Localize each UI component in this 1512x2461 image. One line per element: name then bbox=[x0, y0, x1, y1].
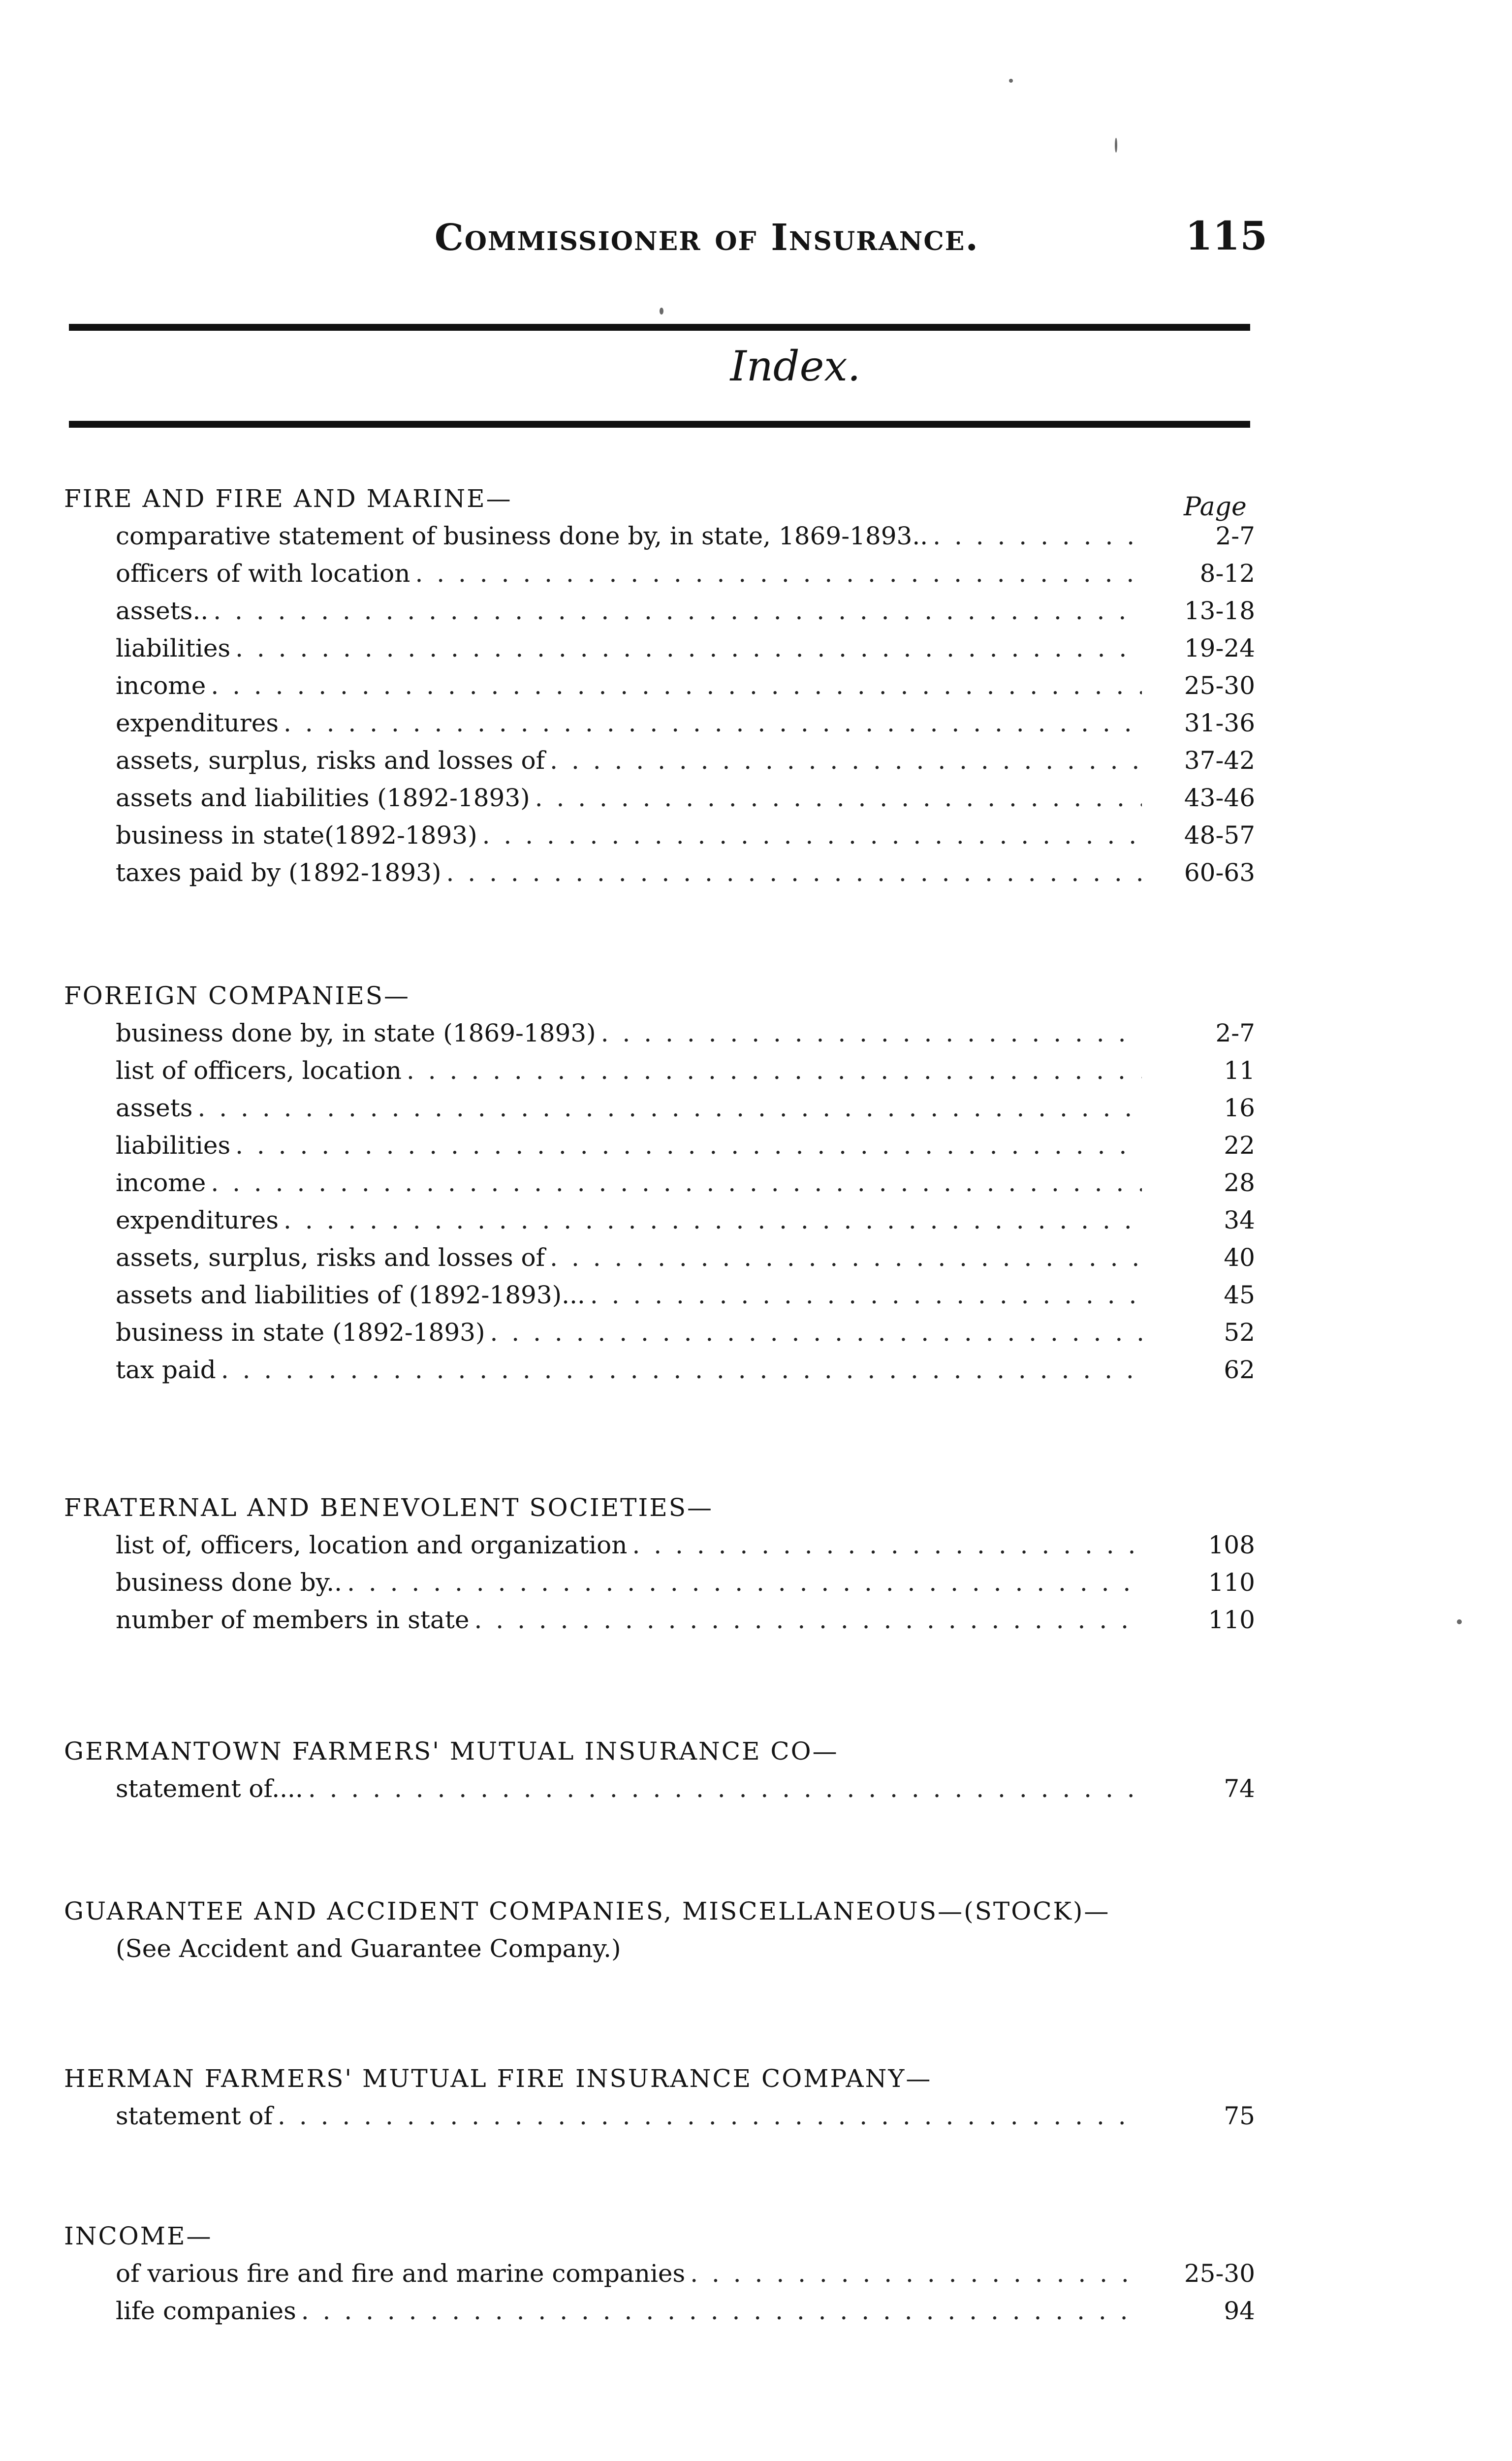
entry-pages: 52 bbox=[1224, 1318, 1255, 1347]
section-heading: FIRE AND FIRE AND MARINE— bbox=[64, 484, 512, 513]
index-entry bbox=[64, 2292, 1255, 2330]
entry-pages: 40 bbox=[1224, 1243, 1255, 1272]
dot-leader bbox=[933, 517, 1142, 555]
index-entry bbox=[64, 2097, 1255, 2135]
entry-label: taxes paid by (1892-1893) bbox=[116, 858, 441, 887]
entry-pages: 11 bbox=[1224, 1056, 1255, 1085]
entry-label: statement of.... bbox=[116, 1774, 303, 1803]
index-entry bbox=[64, 630, 1255, 667]
entry-pages: 13-18 bbox=[1184, 597, 1255, 625]
index-entry bbox=[64, 817, 1255, 854]
index-entry bbox=[64, 1201, 1255, 1239]
index-section-income bbox=[64, 2217, 1255, 2330]
page-number: 115 bbox=[1185, 213, 1267, 259]
dot-leader bbox=[590, 1276, 1142, 1314]
entry-label: number of members in state bbox=[116, 1606, 470, 1634]
index-entry bbox=[64, 1014, 1255, 1052]
entry-pages: 19-24 bbox=[1184, 634, 1255, 663]
index-entry bbox=[64, 1351, 1255, 1388]
dot-leader bbox=[221, 1351, 1142, 1388]
entry-label: expenditures bbox=[116, 1206, 279, 1234]
dot-leader bbox=[308, 1770, 1142, 1807]
running-title: Commissioner of Insurance. bbox=[434, 217, 979, 259]
index-entry bbox=[64, 555, 1255, 592]
index-entry bbox=[64, 854, 1255, 891]
index-entry bbox=[64, 1089, 1255, 1127]
entry-label: income bbox=[116, 671, 206, 700]
dot-leader bbox=[535, 779, 1142, 817]
dot-leader bbox=[550, 742, 1142, 779]
entry-label: business in state(1892-1893) bbox=[116, 821, 477, 850]
dot-leader bbox=[601, 1014, 1142, 1052]
entry-label: list of officers, location bbox=[116, 1056, 402, 1085]
dot-leader bbox=[211, 1164, 1142, 1201]
entry-label: liabilities bbox=[116, 634, 231, 663]
index-entry bbox=[64, 667, 1255, 704]
index-entry bbox=[64, 1526, 1255, 1564]
dot-leader bbox=[446, 854, 1142, 891]
index-entry bbox=[64, 742, 1255, 779]
entry-label: assets and liabilities (1892-1893) bbox=[116, 784, 530, 812]
entry-pages: 75 bbox=[1224, 2102, 1255, 2130]
index-entry bbox=[64, 1564, 1255, 1601]
top-rule bbox=[69, 324, 1250, 331]
index-entry bbox=[64, 779, 1255, 817]
entry-label: comparative statement of business done by, in state, 1869-1893.. bbox=[116, 522, 928, 550]
entry-pages: 8-12 bbox=[1199, 559, 1255, 588]
entry-label: officers of with location bbox=[116, 559, 410, 588]
dot-leader bbox=[284, 704, 1142, 742]
entry-pages: 60-63 bbox=[1184, 858, 1255, 887]
dot-leader bbox=[490, 1314, 1142, 1351]
dot-leader bbox=[278, 2097, 1142, 2135]
entry-label: life companies bbox=[116, 2297, 296, 2325]
index-entry bbox=[64, 1601, 1255, 1639]
dot-leader bbox=[474, 1601, 1142, 1639]
index-section-fraternal-benevolent bbox=[64, 1489, 1255, 1639]
index-section-guarantee-accident bbox=[64, 1893, 1255, 1967]
page-column-label: Page bbox=[1184, 492, 1247, 522]
dot-leader bbox=[301, 2292, 1142, 2330]
index-entry bbox=[64, 1276, 1255, 1314]
entry-pages: 25-30 bbox=[1184, 2259, 1255, 2288]
entry-pages: 110 bbox=[1208, 1606, 1255, 1634]
entry-pages: 108 bbox=[1208, 1531, 1255, 1559]
index-entry bbox=[64, 704, 1255, 742]
entry-pages: 37-42 bbox=[1184, 746, 1255, 775]
section-heading: INCOME— bbox=[64, 2222, 213, 2250]
entry-pages: 28 bbox=[1224, 1168, 1255, 1197]
section-heading: FRATERNAL AND BENEVOLENT SOCIETIES— bbox=[64, 1493, 714, 1522]
index-title: Index. bbox=[730, 342, 861, 390]
entry-label: income bbox=[116, 1168, 206, 1197]
dot-leader bbox=[284, 1201, 1142, 1239]
index-entry bbox=[64, 1164, 1255, 1201]
running-head bbox=[0, 217, 1512, 259]
entry-label: of various fire and fire and marine companies bbox=[116, 2259, 686, 2288]
entry-pages: 2-7 bbox=[1215, 522, 1255, 550]
entry-label: business done by, in state (1869-1893) bbox=[116, 1019, 596, 1047]
index-section-germantown bbox=[64, 1733, 1255, 1807]
index-section-foreign-companies bbox=[64, 977, 1255, 1388]
bottom-rule bbox=[69, 421, 1250, 428]
section-heading: GUARANTEE AND ACCIDENT COMPANIES, MISCELLANEOUS—(STOCK)— bbox=[64, 1897, 1110, 1925]
scan-speck bbox=[1457, 1619, 1462, 1624]
entry-label: statement of bbox=[116, 2102, 273, 2130]
index-entry bbox=[64, 2255, 1255, 2292]
scan-speck bbox=[660, 308, 663, 315]
entry-pages: 110 bbox=[1208, 1568, 1255, 1597]
dot-leader bbox=[235, 630, 1142, 667]
section-heading: GERMANTOWN FARMERS' MUTUAL INSURANCE CO— bbox=[64, 1737, 839, 1766]
entry-pages: 43-46 bbox=[1184, 784, 1255, 812]
entry-label: assets, surplus, risks and losses of bbox=[116, 1243, 545, 1272]
entry-label: assets, surplus, risks and losses of bbox=[116, 746, 545, 775]
entry-pages: 62 bbox=[1224, 1356, 1255, 1384]
index-entry bbox=[64, 1770, 1255, 1807]
dot-leader bbox=[211, 667, 1142, 704]
index-entry bbox=[64, 1239, 1255, 1276]
dot-leader bbox=[197, 1089, 1142, 1127]
scan-speck bbox=[1009, 79, 1013, 83]
entry-pages: 16 bbox=[1224, 1094, 1255, 1122]
index-entry bbox=[64, 1127, 1255, 1164]
entry-label: assets and liabilities of (1892-1893)... bbox=[116, 1281, 585, 1309]
entry-label: assets bbox=[116, 1094, 193, 1122]
entry-pages: 2-7 bbox=[1215, 1019, 1255, 1047]
entry-label: tax paid bbox=[116, 1356, 216, 1384]
entry-pages: 31-36 bbox=[1184, 709, 1255, 737]
section-heading: HERMAN FARMERS' MUTUAL FIRE INSURANCE COMPANY— bbox=[64, 2064, 932, 2093]
entry-label: business in state (1892-1893) bbox=[116, 1318, 485, 1347]
entry-label: business done by.. bbox=[116, 1568, 343, 1597]
index-entry bbox=[64, 1052, 1255, 1089]
section-heading: FOREIGN COMPANIES— bbox=[64, 981, 410, 1010]
dot-leader bbox=[347, 1564, 1142, 1601]
dot-leader bbox=[407, 1052, 1142, 1089]
scan-speck bbox=[1115, 138, 1117, 153]
dot-leader bbox=[632, 1526, 1142, 1564]
entry-label: (See Accident and Guarantee Company.) bbox=[116, 1934, 621, 1963]
dot-leader bbox=[415, 555, 1142, 592]
index-entry bbox=[64, 1314, 1255, 1351]
dot-leader bbox=[213, 592, 1142, 630]
dot-leader bbox=[482, 817, 1142, 854]
dot-leader bbox=[235, 1127, 1142, 1164]
entry-label: assets.. bbox=[116, 597, 209, 625]
entry-label: list of, officers, location and organization bbox=[116, 1531, 628, 1559]
dot-leader bbox=[550, 1239, 1142, 1276]
index-entry bbox=[64, 1930, 1255, 1967]
entry-pages: 94 bbox=[1224, 2297, 1255, 2325]
entry-pages: 25-30 bbox=[1184, 671, 1255, 700]
entry-pages: 45 bbox=[1224, 1281, 1255, 1309]
entry-pages: 74 bbox=[1224, 1774, 1255, 1803]
entry-label: expenditures bbox=[116, 709, 279, 737]
entry-label: liabilities bbox=[116, 1131, 231, 1160]
index-entry bbox=[64, 517, 1255, 555]
index-entry bbox=[64, 592, 1255, 630]
entry-pages: 48-57 bbox=[1184, 821, 1255, 850]
index-section-herman-farmers bbox=[64, 2060, 1255, 2135]
entry-pages: 34 bbox=[1224, 1206, 1255, 1234]
index-section-fire-and-marine bbox=[64, 480, 1255, 891]
entry-pages: 22 bbox=[1224, 1131, 1255, 1160]
dot-leader bbox=[690, 2255, 1142, 2292]
